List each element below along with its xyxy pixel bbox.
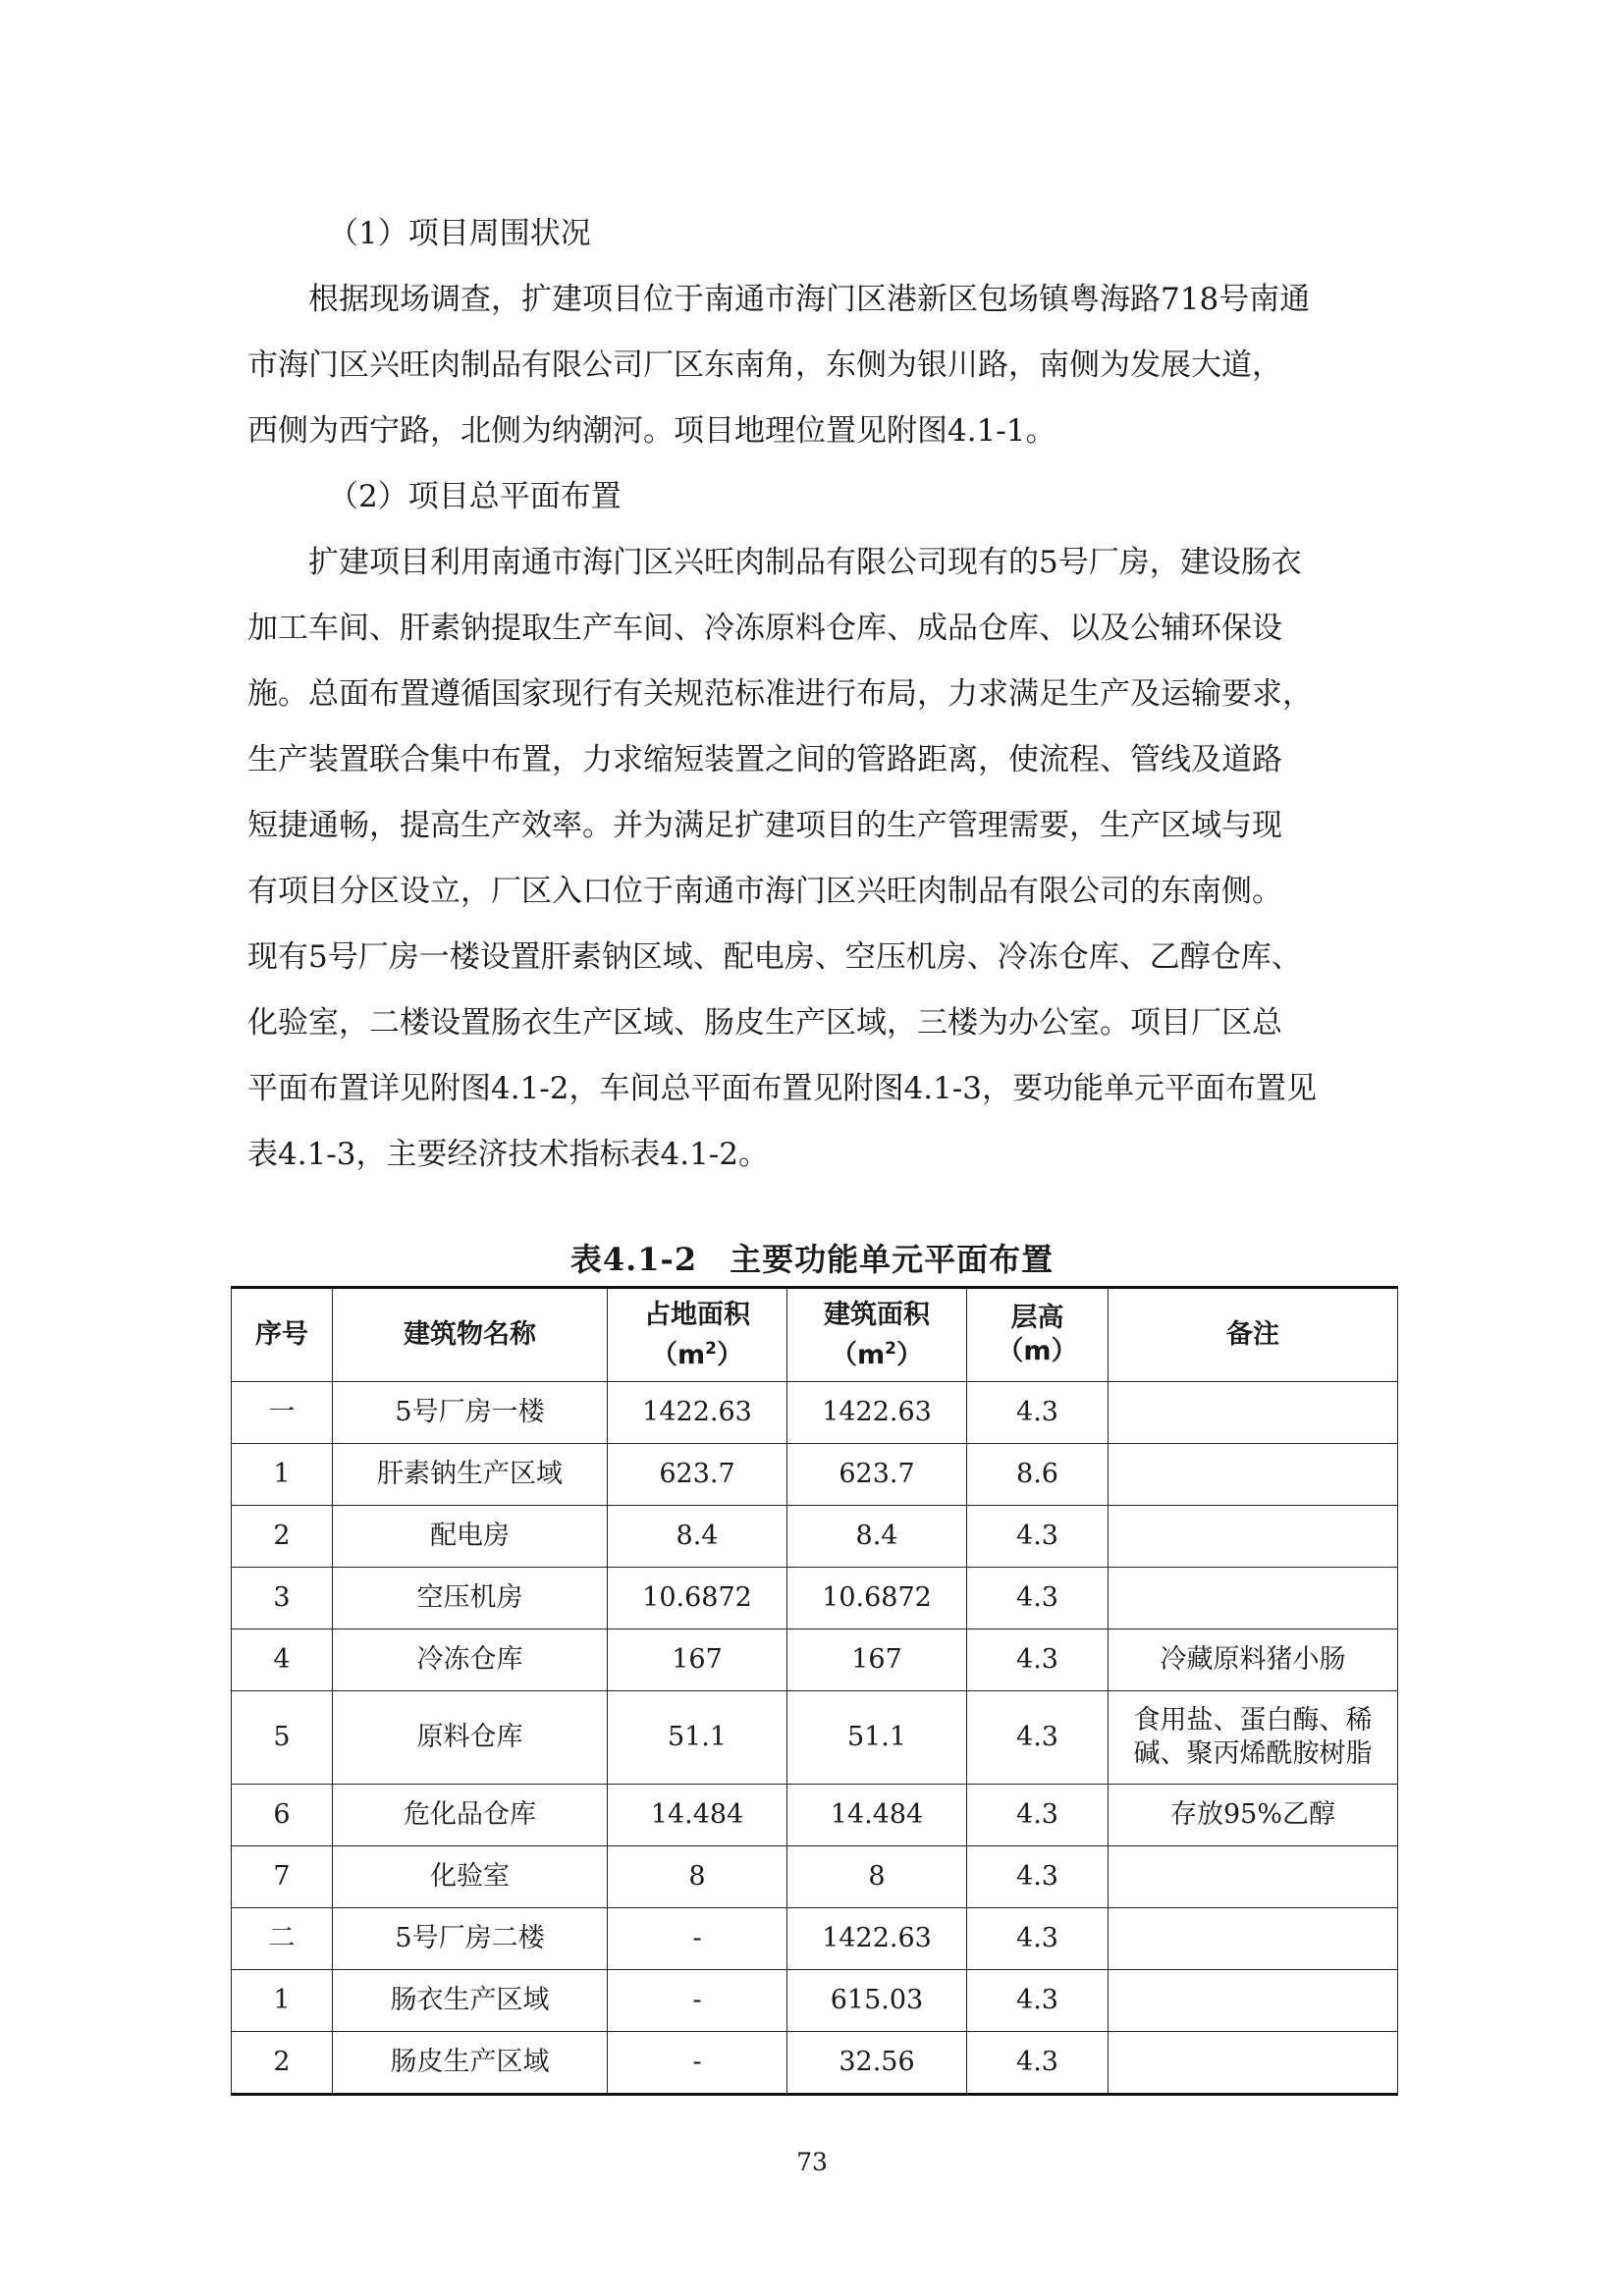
cell-floor-height: 4.3 — [967, 1846, 1109, 1908]
cell-building-name: 肝素钠生产区域 — [333, 1444, 608, 1506]
paragraph-line: 加工车间、肝素钠提取生产车间、冷冻原料仓库、成品仓库、以及公辅环保设 — [247, 611, 1282, 646]
paragraph-line: 西侧为西宁路，北侧为纳潮河。项目地理位置见附图4.1-1。 — [247, 413, 1056, 449]
header-remark: 备注 — [1109, 1288, 1398, 1382]
cell-remark — [1109, 1382, 1398, 1444]
paragraph-line: 市海门区兴旺肉制品有限公司厂区东南角，东侧为银川路，南侧为发展大道， — [247, 347, 1282, 383]
table-row — [232, 2032, 1398, 2095]
cell-building-name: 配电房 — [333, 1506, 608, 1568]
cell-land-area: 8.4 — [608, 1506, 787, 1568]
cell-floor-area: 615.03 — [787, 1970, 967, 2032]
cell-land-area: 8 — [608, 1846, 787, 1908]
cell-floor-height: 4.3 — [967, 1506, 1109, 1568]
cell-seq: 1 — [232, 1970, 333, 2032]
cell-land-area: - — [608, 2032, 787, 2095]
cell-seq: 5 — [232, 1691, 333, 1785]
cell-floor-area: 167 — [787, 1629, 967, 1691]
cell-land-area: 1422.63 — [608, 1382, 787, 1444]
cell-floor-height: 4.3 — [967, 1568, 1109, 1629]
cell-floor-height: 8.6 — [967, 1444, 1109, 1506]
paragraph-line: 现有5号厂房一楼设置肝素钠区域、配电房、空压机房、冷冻仓库、乙醇仓库、 — [247, 939, 1302, 975]
cell-floor-area: 623.7 — [787, 1444, 967, 1506]
functional-units-table — [231, 1286, 1398, 2096]
cell-floor-area: 32.56 — [787, 2032, 967, 2095]
cell-remark — [1109, 1568, 1398, 1629]
cell-floor-area: 8 — [787, 1846, 967, 1908]
cell-seq: 2 — [232, 2032, 333, 2095]
table-row — [232, 1908, 1398, 1970]
header-land-area-label: 占地面积 — [644, 1299, 750, 1330]
table-row — [232, 1382, 1398, 1444]
section-heading-surroundings: （1）项目周围状况 — [328, 216, 591, 251]
cell-floor-area: 1422.63 — [787, 1908, 967, 1970]
cell-building-name: 危化品仓库 — [333, 1785, 608, 1846]
paragraph-line: 表4.1-3，主要经济技术指标表4.1-2。 — [247, 1137, 769, 1172]
table-row — [232, 1444, 1398, 1506]
cell-seq: 1 — [232, 1444, 333, 1506]
table-row — [232, 1785, 1398, 1846]
header-floor-area — [787, 1288, 967, 1382]
cell-remark — [1109, 1846, 1398, 1908]
header-building-name: 建筑物名称 — [333, 1288, 608, 1382]
table-header-row — [232, 1288, 1398, 1382]
header-seq: 序号 — [232, 1288, 333, 1382]
paragraph-line: 施。总面布置遵循国家现行有关规范标准进行布局，力求满足生产及运输要求， — [247, 676, 1313, 712]
cell-remark — [1109, 2032, 1398, 2095]
cell-building-name: 肠皮生产区域 — [333, 2032, 608, 2095]
cell-remark-line: 食用盐、蛋白酶、稀 — [1133, 1705, 1373, 1735]
cell-floor-area: 51.1 — [787, 1691, 967, 1785]
table-row — [232, 1691, 1398, 1785]
cell-remark — [1109, 1908, 1398, 1970]
header-floor-area-unit: $(m^2)$ — [831, 1338, 923, 1370]
paragraph-line: 有项目分区设立，厂区入口位于南通市海门区兴旺肉制品有限公司的东南侧。 — [247, 874, 1282, 909]
paragraph-line: 根据现场调查，扩建项目位于南通市海门区港新区包场镇粤海路718号南通 — [308, 282, 1311, 317]
page-number: 73 — [796, 2148, 828, 2176]
cell-remark — [1109, 1691, 1398, 1785]
cell-land-area: 623.7 — [608, 1444, 787, 1506]
cell-floor-height: 4.3 — [967, 2032, 1109, 2095]
cell-building-name: 原料仓库 — [333, 1691, 608, 1785]
table-row — [232, 1506, 1398, 1568]
cell-remark — [1109, 1970, 1398, 2032]
cell-land-area: 14.484 — [608, 1785, 787, 1846]
cell-floor-area: 10.6872 — [787, 1568, 967, 1629]
paragraph-line: 扩建项目利用南通市海门区兴旺肉制品有限公司现有的5号厂房，建设肠衣 — [308, 545, 1302, 580]
cell-floor-area: 14.484 — [787, 1785, 967, 1846]
section-heading-layout: （2）项目总平面布置 — [328, 479, 622, 514]
table-row — [232, 1568, 1398, 1629]
cell-seq: 一 — [232, 1382, 333, 1444]
cell-floor-height: 4.3 — [967, 1970, 1109, 2032]
table-row — [232, 1970, 1398, 2032]
table-row — [232, 1846, 1398, 1908]
cell-seq: 7 — [232, 1846, 333, 1908]
paragraph-line: 短捷通畅，提高生产效率。并为满足扩建项目的生产管理需要，生产区域与现 — [247, 808, 1282, 843]
cell-floor-area: 8.4 — [787, 1506, 967, 1568]
cell-remark — [1109, 1506, 1398, 1568]
cell-floor-height: 4.3 — [967, 1691, 1109, 1785]
cell-floor-height: 4.3 — [967, 1908, 1109, 1970]
cell-land-area: 10.6872 — [608, 1568, 787, 1629]
cell-floor-height: 4.3 — [967, 1382, 1109, 1444]
cell-building-name: 化验室 — [333, 1846, 608, 1908]
cell-remark — [1109, 1785, 1398, 1846]
cell-seq: 6 — [232, 1785, 333, 1846]
cell-remark — [1109, 1629, 1398, 1691]
header-land-area-unit: $(m^2)$ — [651, 1338, 743, 1370]
cell-floor-area: 1422.63 — [787, 1382, 967, 1444]
cell-building-name: 5号厂房二楼 — [333, 1908, 608, 1970]
cell-remark-line: 冷藏原料猪小肠 — [1160, 1644, 1346, 1675]
header-land-area — [608, 1288, 787, 1382]
cell-seq: 4 — [232, 1629, 333, 1691]
header-floor-height-label: 层高 — [1010, 1303, 1064, 1333]
paragraph-line: 化验室，二楼设置肠衣生产区域、肠皮生产区域，三楼为办公室。项目厂区总 — [247, 1005, 1282, 1041]
cell-seq: 二 — [232, 1908, 333, 1970]
table-row — [232, 1629, 1398, 1691]
cell-remark-line: 存放95%乙醇 — [1169, 1799, 1335, 1830]
header-floor-area-label: 建筑面积 — [824, 1299, 930, 1330]
paragraph-line: 生产装置联合集中布置，力求缩短装置之间的管路距离，使流程、管线及道路 — [247, 742, 1282, 777]
cell-building-name: 5号厂房一楼 — [333, 1382, 608, 1444]
header-floor-height — [967, 1288, 1109, 1382]
cell-remark — [1109, 1444, 1398, 1506]
table-caption: 表4.1-2 主要功能单元平面布置 — [569, 1241, 1055, 1278]
cell-land-area: 51.1 — [608, 1691, 787, 1785]
header-floor-height-unit: （m） — [997, 1336, 1078, 1366]
cell-building-name: 空压机房 — [333, 1568, 608, 1629]
cell-seq: 3 — [232, 1568, 333, 1629]
cell-land-area: 167 — [608, 1629, 787, 1691]
cell-floor-height: 4.3 — [967, 1629, 1109, 1691]
cell-remark-line: 碱、聚丙烯酰胺树脂 — [1133, 1738, 1373, 1769]
cell-land-area: - — [608, 1908, 787, 1970]
cell-seq: 2 — [232, 1506, 333, 1568]
cell-building-name: 肠衣生产区域 — [333, 1970, 608, 2032]
cell-land-area: - — [608, 1970, 787, 2032]
paragraph-line: 平面布置详见附图4.1-2，车间总平面布置见附图4.1-3，要功能单元平面布置见 — [247, 1071, 1317, 1106]
cell-floor-height: 4.3 — [967, 1785, 1109, 1846]
cell-building-name: 冷冻仓库 — [333, 1629, 608, 1691]
